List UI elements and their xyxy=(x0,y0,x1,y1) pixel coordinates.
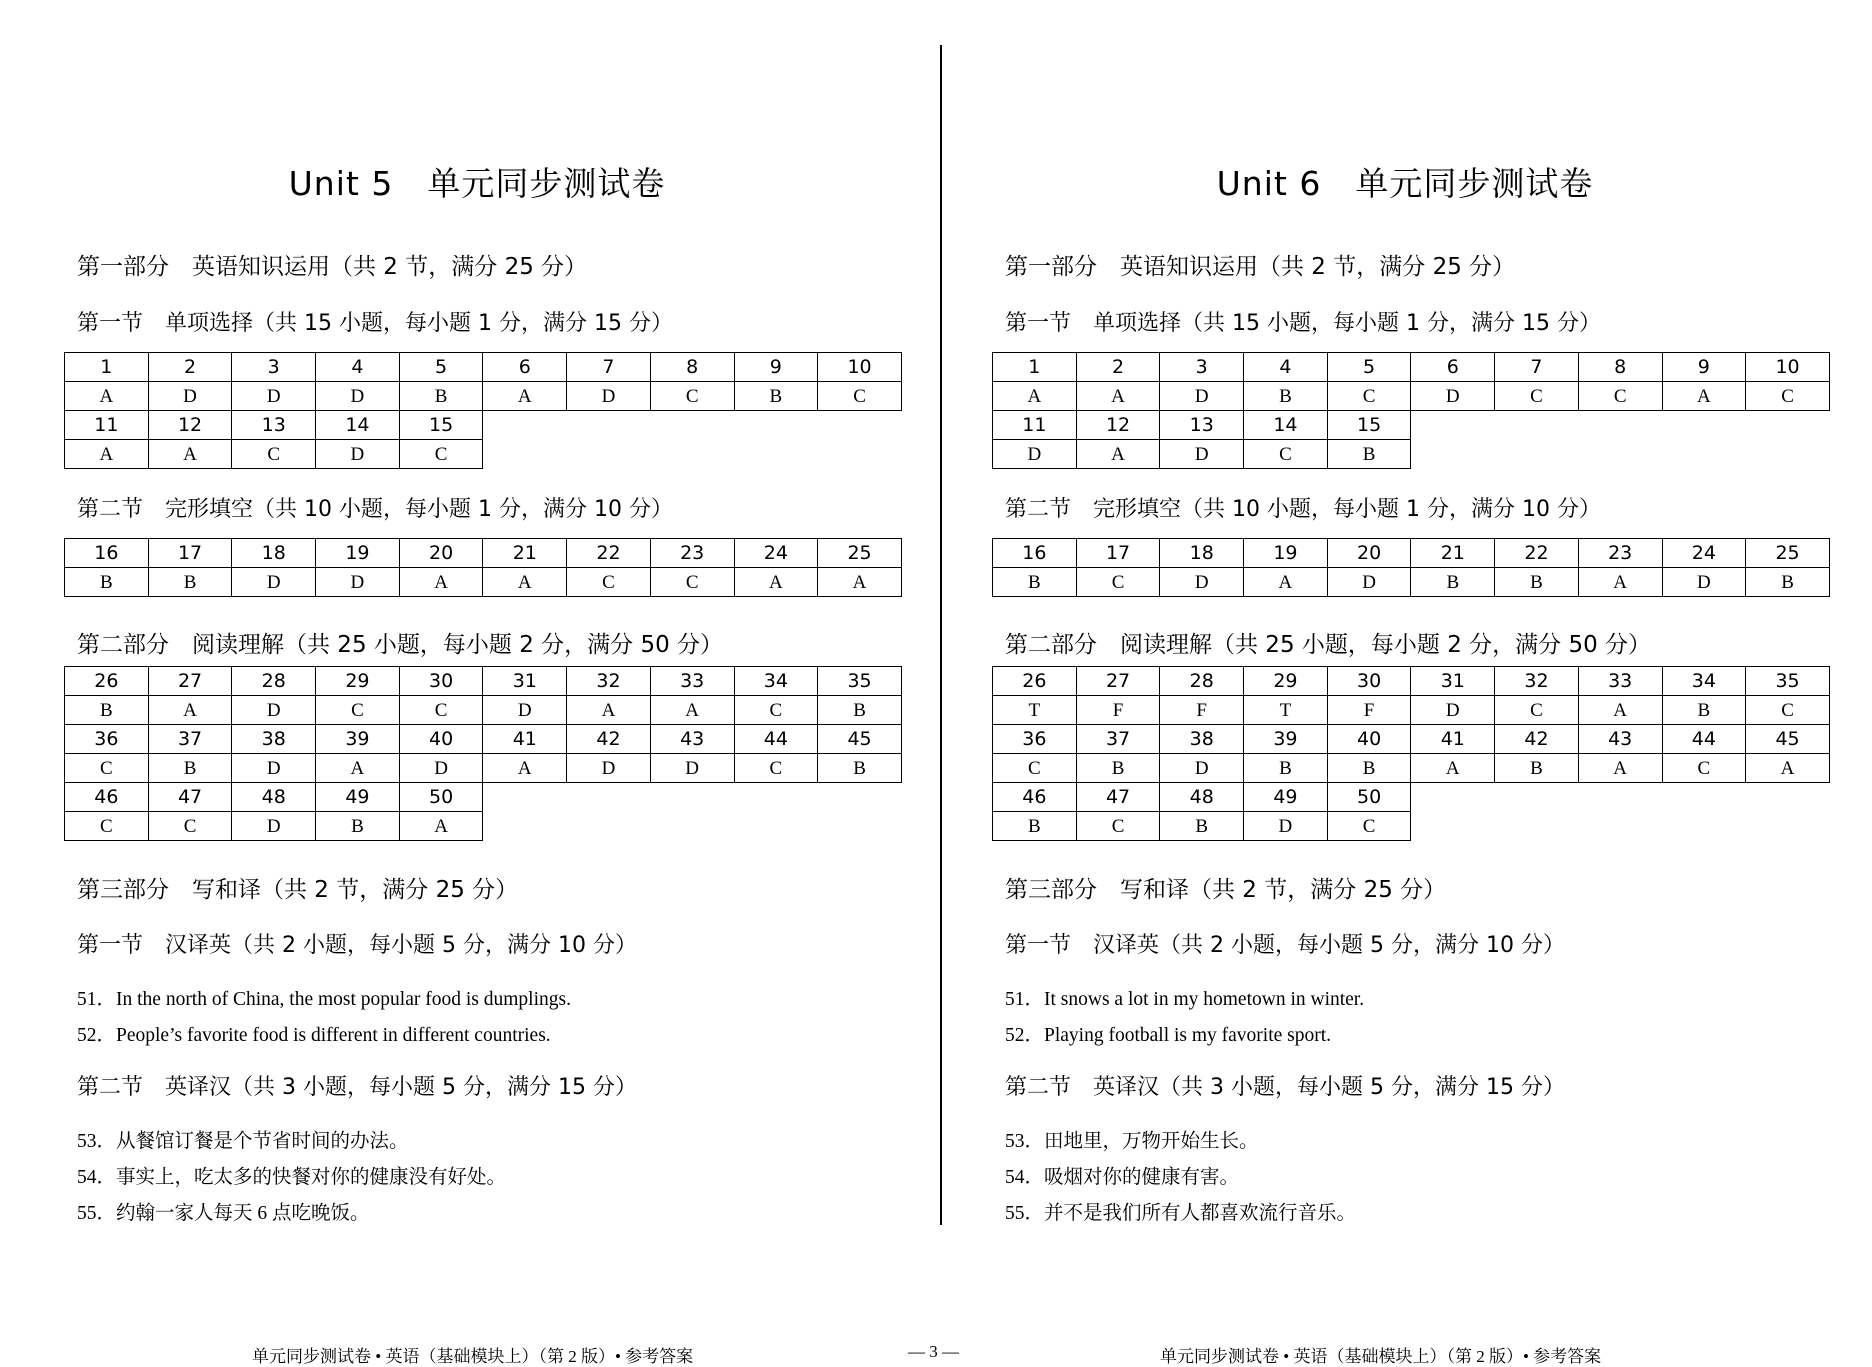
answer-line: 55．并不是我们所有人都喜欢流行音乐。 xyxy=(1005,1203,1357,1224)
answer-cell: B xyxy=(148,754,232,783)
question-number: 46 xyxy=(993,783,1077,812)
part1-heading: 第一部分 英语知识运用（共 2 节，满分 25 分） xyxy=(77,254,588,280)
sec2-heading: 第二节 完形填空（共 10 小题，每小题 1 分，满分 10 分） xyxy=(77,497,673,522)
answer-cell: B xyxy=(818,754,902,783)
answer-cell: C xyxy=(567,568,651,597)
answer-cell: A xyxy=(1244,568,1328,597)
answer-line: 52．Playing football is my favorite sport. xyxy=(1005,1025,1332,1046)
answer-cell: C xyxy=(399,696,483,725)
part2-heading: 第二部分 阅读理解（共 25 小题，每小题 2 分，满分 50 分） xyxy=(77,632,724,658)
answer-cell: T xyxy=(993,696,1077,725)
question-number: 28 xyxy=(232,667,316,696)
table-row-numbers xyxy=(993,725,1830,754)
answer-cell: B xyxy=(65,568,149,597)
answer-cell: T xyxy=(1244,696,1328,725)
answer-cell: D xyxy=(483,696,567,725)
question-number: 33 xyxy=(1578,667,1662,696)
answer-cell: B xyxy=(1746,568,1830,597)
question-number: 39 xyxy=(316,725,400,754)
answer-cell: A xyxy=(483,754,567,783)
question-number: 40 xyxy=(399,725,483,754)
question-number: 5 xyxy=(1327,353,1411,382)
part3-heading: 第三部分 写和译（共 2 节，满分 25 分） xyxy=(1005,877,1447,903)
question-number: 25 xyxy=(818,539,902,568)
question-number: 42 xyxy=(1495,725,1579,754)
sec3-heading: 第一节 汉译英（共 2 小题，每小题 5 分，满分 10 分） xyxy=(1005,933,1565,958)
answer-cell: C xyxy=(734,696,818,725)
answer-cell: C xyxy=(650,382,734,411)
question-number: 50 xyxy=(1327,783,1411,812)
question-number: 25 xyxy=(1746,539,1830,568)
answer-cell: A xyxy=(993,382,1077,411)
question-number: 26 xyxy=(993,667,1077,696)
question-number: 17 xyxy=(148,539,232,568)
answer-cell: C xyxy=(1495,696,1579,725)
question-number: 4 xyxy=(1244,353,1328,382)
question-number: 8 xyxy=(650,353,734,382)
question-number: 21 xyxy=(1411,539,1495,568)
question-number: 49 xyxy=(316,783,400,812)
answer-cell: D xyxy=(567,382,651,411)
answer-cell: D xyxy=(1160,382,1244,411)
question-number: 18 xyxy=(1160,539,1244,568)
sec4-heading: 第二节 英译汉（共 3 小题，每小题 5 分，满分 15 分） xyxy=(77,1075,637,1100)
answer-cell: D xyxy=(1160,568,1244,597)
sec3-heading: 第一节 汉译英（共 2 小题，每小题 5 分，满分 10 分） xyxy=(77,933,637,958)
sec1-answer-table xyxy=(992,352,1830,469)
part1-heading: 第一部分 英语知识运用（共 2 节，满分 25 分） xyxy=(1005,254,1516,280)
answer-cell: B xyxy=(1076,754,1160,783)
table-row-numbers xyxy=(993,539,1830,568)
answer-cell: D xyxy=(399,754,483,783)
answer-cell: D xyxy=(232,382,316,411)
question-number: 43 xyxy=(650,725,734,754)
table-row-answers xyxy=(993,440,1830,469)
answer-cell: C xyxy=(1244,440,1328,469)
sec2-answer-table xyxy=(992,538,1830,597)
question-number: 2 xyxy=(148,353,232,382)
answer-cell: B xyxy=(1244,754,1328,783)
answer-cell: A xyxy=(650,696,734,725)
question-number: 7 xyxy=(567,353,651,382)
answer-line: 53．从餐馆订餐是个节省时间的办法。 xyxy=(77,1131,409,1152)
answer-cell: A xyxy=(734,568,818,597)
question-number: 31 xyxy=(1411,667,1495,696)
answer-cell: B xyxy=(399,382,483,411)
table-row-answers xyxy=(993,696,1830,725)
page-number: — 3 — xyxy=(908,1342,959,1361)
answer-cell: B xyxy=(1160,812,1244,841)
table-row-answers xyxy=(993,754,1830,783)
question-number: 32 xyxy=(567,667,651,696)
question-number: 17 xyxy=(1076,539,1160,568)
table-row-numbers xyxy=(65,411,902,440)
answer-cell: C xyxy=(65,812,149,841)
question-number: 16 xyxy=(65,539,149,568)
table-row-answers xyxy=(993,568,1830,597)
answer-line: 54．事实上，吃太多的快餐对你的健康没有好处。 xyxy=(77,1167,507,1188)
question-number: 18 xyxy=(232,539,316,568)
answer-line: 54．吸烟对你的健康有害。 xyxy=(1005,1167,1240,1188)
question-number: 30 xyxy=(399,667,483,696)
answer-cell: C xyxy=(1327,382,1411,411)
table-row-numbers xyxy=(993,783,1830,812)
table-row-answers xyxy=(993,382,1830,411)
answer-cell: B xyxy=(1495,754,1579,783)
answer-cell: A xyxy=(483,568,567,597)
question-number: 19 xyxy=(1244,539,1328,568)
sec1-heading: 第一节 单项选择（共 15 小题，每小题 1 分，满分 15 分） xyxy=(77,311,673,336)
unit-6-column xyxy=(990,0,1830,1361)
answer-cell: D xyxy=(1244,812,1328,841)
question-number: 2 xyxy=(1076,353,1160,382)
question-number: 44 xyxy=(1662,725,1746,754)
answer-cell: B xyxy=(818,696,902,725)
answer-cell: C xyxy=(399,440,483,469)
answer-cell: C xyxy=(650,568,734,597)
answer-cell: D xyxy=(232,568,316,597)
answer-cell: A xyxy=(1076,440,1160,469)
question-number: 15 xyxy=(399,411,483,440)
answer-cell: C xyxy=(232,440,316,469)
question-number: 29 xyxy=(316,667,400,696)
answer-cell: D xyxy=(316,568,400,597)
question-number: 5 xyxy=(399,353,483,382)
answer-cell: C xyxy=(1746,382,1830,411)
question-number: 10 xyxy=(818,353,902,382)
question-number: 27 xyxy=(1076,667,1160,696)
question-number: 14 xyxy=(316,411,400,440)
answer-cell: A xyxy=(1662,382,1746,411)
answer-cell: A xyxy=(399,568,483,597)
question-number: 47 xyxy=(1076,783,1160,812)
question-number: 36 xyxy=(993,725,1077,754)
answer-cell: C xyxy=(993,754,1077,783)
question-number: 1 xyxy=(65,353,149,382)
answer-cell: D xyxy=(1160,754,1244,783)
question-number: 9 xyxy=(734,353,818,382)
answer-cell: D xyxy=(993,440,1077,469)
answer-cell: A xyxy=(316,754,400,783)
table-row-numbers xyxy=(993,353,1830,382)
sec1-heading: 第一节 单项选择（共 15 小题，每小题 1 分，满分 15 分） xyxy=(1005,311,1601,336)
footer-left: 单元同步测试卷 • 英语（基础模块上）（第 2 版）• 参考答案 xyxy=(252,1347,694,1366)
answer-cell: C xyxy=(1327,812,1411,841)
question-number: 14 xyxy=(1244,411,1328,440)
answer-cell: C xyxy=(1076,568,1160,597)
question-number: 4 xyxy=(316,353,400,382)
answer-cell: C xyxy=(65,754,149,783)
part2-heading: 第二部分 阅读理解（共 25 小题，每小题 2 分，满分 50 分） xyxy=(1005,632,1652,658)
table-row-numbers xyxy=(65,353,902,382)
question-number: 45 xyxy=(1746,725,1830,754)
answer-cell: C xyxy=(818,382,902,411)
table-row-answers xyxy=(65,812,902,841)
answer-cell: B xyxy=(734,382,818,411)
answer-cell: B xyxy=(993,568,1077,597)
question-number: 44 xyxy=(734,725,818,754)
unit-title: Unit 5 单元同步测试卷 xyxy=(288,164,666,203)
answer-cell: D xyxy=(1411,696,1495,725)
question-number: 42 xyxy=(567,725,651,754)
answer-cell: C xyxy=(1578,382,1662,411)
question-number: 15 xyxy=(1327,411,1411,440)
sec2-answer-table xyxy=(64,538,902,597)
question-number: 47 xyxy=(148,783,232,812)
answer-cell: C xyxy=(316,696,400,725)
answer-cell: F xyxy=(1327,696,1411,725)
question-number: 48 xyxy=(232,783,316,812)
question-number: 7 xyxy=(1495,353,1579,382)
answer-cell: B xyxy=(1662,696,1746,725)
question-number: 38 xyxy=(1160,725,1244,754)
answer-cell: D xyxy=(650,754,734,783)
answer-line: 51．It snows a lot in my hometown in winter. xyxy=(1005,989,1365,1010)
answer-cell: D xyxy=(1411,382,1495,411)
question-number: 11 xyxy=(993,411,1077,440)
answer-cell: D xyxy=(1160,440,1244,469)
footer-right: 单元同步测试卷 • 英语（基础模块上）（第 2 版）• 参考答案 xyxy=(1160,1347,1602,1366)
answer-cell: A xyxy=(1076,382,1160,411)
answer-cell: A xyxy=(1578,696,1662,725)
table-row-answers xyxy=(65,696,902,725)
answer-cell: D xyxy=(567,754,651,783)
answer-line: 55．约翰一家人每天 6 点吃晚饭。 xyxy=(77,1203,370,1224)
question-number: 19 xyxy=(316,539,400,568)
part2-answer-table xyxy=(64,666,902,841)
answer-cell: B xyxy=(316,812,400,841)
answer-cell: B xyxy=(1495,568,1579,597)
question-number: 16 xyxy=(993,539,1077,568)
table-row-numbers xyxy=(993,411,1830,440)
answer-cell: F xyxy=(1160,696,1244,725)
question-number: 39 xyxy=(1244,725,1328,754)
question-number: 22 xyxy=(1495,539,1579,568)
answer-cell: B xyxy=(1244,382,1328,411)
table-row-answers xyxy=(65,568,902,597)
answer-cell: B xyxy=(1327,754,1411,783)
answer-cell: A xyxy=(1411,754,1495,783)
answer-cell: A xyxy=(65,440,149,469)
question-number: 33 xyxy=(650,667,734,696)
answer-cell: B xyxy=(1411,568,1495,597)
question-number: 6 xyxy=(1411,353,1495,382)
answer-cell: D xyxy=(1662,568,1746,597)
question-number: 46 xyxy=(65,783,149,812)
answer-cell: A xyxy=(567,696,651,725)
question-number: 38 xyxy=(232,725,316,754)
question-number: 34 xyxy=(1662,667,1746,696)
question-number: 6 xyxy=(483,353,567,382)
answer-cell: A xyxy=(65,382,149,411)
answer-cell: F xyxy=(1076,696,1160,725)
question-number: 50 xyxy=(399,783,483,812)
question-number: 21 xyxy=(483,539,567,568)
unit-5-column xyxy=(62,0,902,1361)
answer-cell: C xyxy=(148,812,232,841)
answer-cell: B xyxy=(1327,440,1411,469)
question-number: 37 xyxy=(1076,725,1160,754)
question-number: 28 xyxy=(1160,667,1244,696)
question-number: 1 xyxy=(993,353,1077,382)
question-number: 12 xyxy=(1076,411,1160,440)
answer-cell: D xyxy=(316,382,400,411)
table-row-numbers xyxy=(65,783,902,812)
part3-heading: 第三部分 写和译（共 2 节，满分 25 分） xyxy=(77,877,519,903)
question-number: 27 xyxy=(148,667,232,696)
question-number: 10 xyxy=(1746,353,1830,382)
answer-line: 51．In the north of China, the most popular food is dumplings. xyxy=(77,989,571,1010)
part2-answer-table xyxy=(992,666,1830,841)
answer-cell: A xyxy=(1578,754,1662,783)
question-number: 49 xyxy=(1244,783,1328,812)
question-number: 8 xyxy=(1578,353,1662,382)
question-number: 45 xyxy=(818,725,902,754)
answer-line: 53．田地里，万物开始生长。 xyxy=(1005,1131,1259,1152)
answer-cell: C xyxy=(1076,812,1160,841)
table-row-numbers xyxy=(65,667,902,696)
question-number: 31 xyxy=(483,667,567,696)
question-number: 9 xyxy=(1662,353,1746,382)
question-number: 3 xyxy=(232,353,316,382)
question-number: 13 xyxy=(232,411,316,440)
answer-cell: D xyxy=(1327,568,1411,597)
sec2-heading: 第二节 完形填空（共 10 小题，每小题 1 分，满分 10 分） xyxy=(1005,497,1601,522)
question-number: 48 xyxy=(1160,783,1244,812)
table-row-answers xyxy=(993,812,1830,841)
question-number: 35 xyxy=(818,667,902,696)
question-number: 24 xyxy=(1662,539,1746,568)
answer-cell: C xyxy=(1746,696,1830,725)
question-number: 20 xyxy=(399,539,483,568)
question-number: 24 xyxy=(734,539,818,568)
question-number: 11 xyxy=(65,411,149,440)
sec4-heading: 第二节 英译汉（共 3 小题，每小题 5 分，满分 15 分） xyxy=(1005,1075,1565,1100)
question-number: 23 xyxy=(650,539,734,568)
question-number: 43 xyxy=(1578,725,1662,754)
question-number: 32 xyxy=(1495,667,1579,696)
question-number: 12 xyxy=(148,411,232,440)
answer-cell: A xyxy=(818,568,902,597)
answer-cell: B xyxy=(148,568,232,597)
answer-cell: D xyxy=(148,382,232,411)
question-number: 41 xyxy=(1411,725,1495,754)
answer-cell: C xyxy=(1662,754,1746,783)
answer-cell: A xyxy=(1746,754,1830,783)
question-number: 34 xyxy=(734,667,818,696)
table-row-answers xyxy=(65,382,902,411)
answer-cell: D xyxy=(232,696,316,725)
unit-title: Unit 6 单元同步测试卷 xyxy=(1216,164,1594,203)
question-number: 35 xyxy=(1746,667,1830,696)
table-row-answers xyxy=(65,440,902,469)
question-number: 30 xyxy=(1327,667,1411,696)
answer-cell: A xyxy=(148,440,232,469)
answer-cell: A xyxy=(148,696,232,725)
table-row-numbers xyxy=(993,667,1830,696)
question-number: 29 xyxy=(1244,667,1328,696)
answer-cell: B xyxy=(65,696,149,725)
table-row-numbers xyxy=(65,539,902,568)
answer-cell: D xyxy=(232,754,316,783)
question-number: 22 xyxy=(567,539,651,568)
answer-cell: D xyxy=(316,440,400,469)
question-number: 20 xyxy=(1327,539,1411,568)
table-row-numbers xyxy=(65,725,902,754)
answer-cell: B xyxy=(993,812,1077,841)
column-divider xyxy=(940,45,942,1225)
answer-line: 52．People’s favorite food is different in different countries. xyxy=(77,1025,551,1046)
question-number: 13 xyxy=(1160,411,1244,440)
question-number: 26 xyxy=(65,667,149,696)
answer-cell: A xyxy=(483,382,567,411)
answer-cell: A xyxy=(1578,568,1662,597)
question-number: 37 xyxy=(148,725,232,754)
answer-cell: C xyxy=(1495,382,1579,411)
answer-cell: C xyxy=(734,754,818,783)
question-number: 41 xyxy=(483,725,567,754)
question-number: 40 xyxy=(1327,725,1411,754)
table-row-answers xyxy=(65,754,902,783)
answer-cell: D xyxy=(232,812,316,841)
answer-cell: A xyxy=(399,812,483,841)
question-number: 23 xyxy=(1578,539,1662,568)
question-number: 36 xyxy=(65,725,149,754)
sec1-answer-table xyxy=(64,352,902,469)
question-number: 3 xyxy=(1160,353,1244,382)
